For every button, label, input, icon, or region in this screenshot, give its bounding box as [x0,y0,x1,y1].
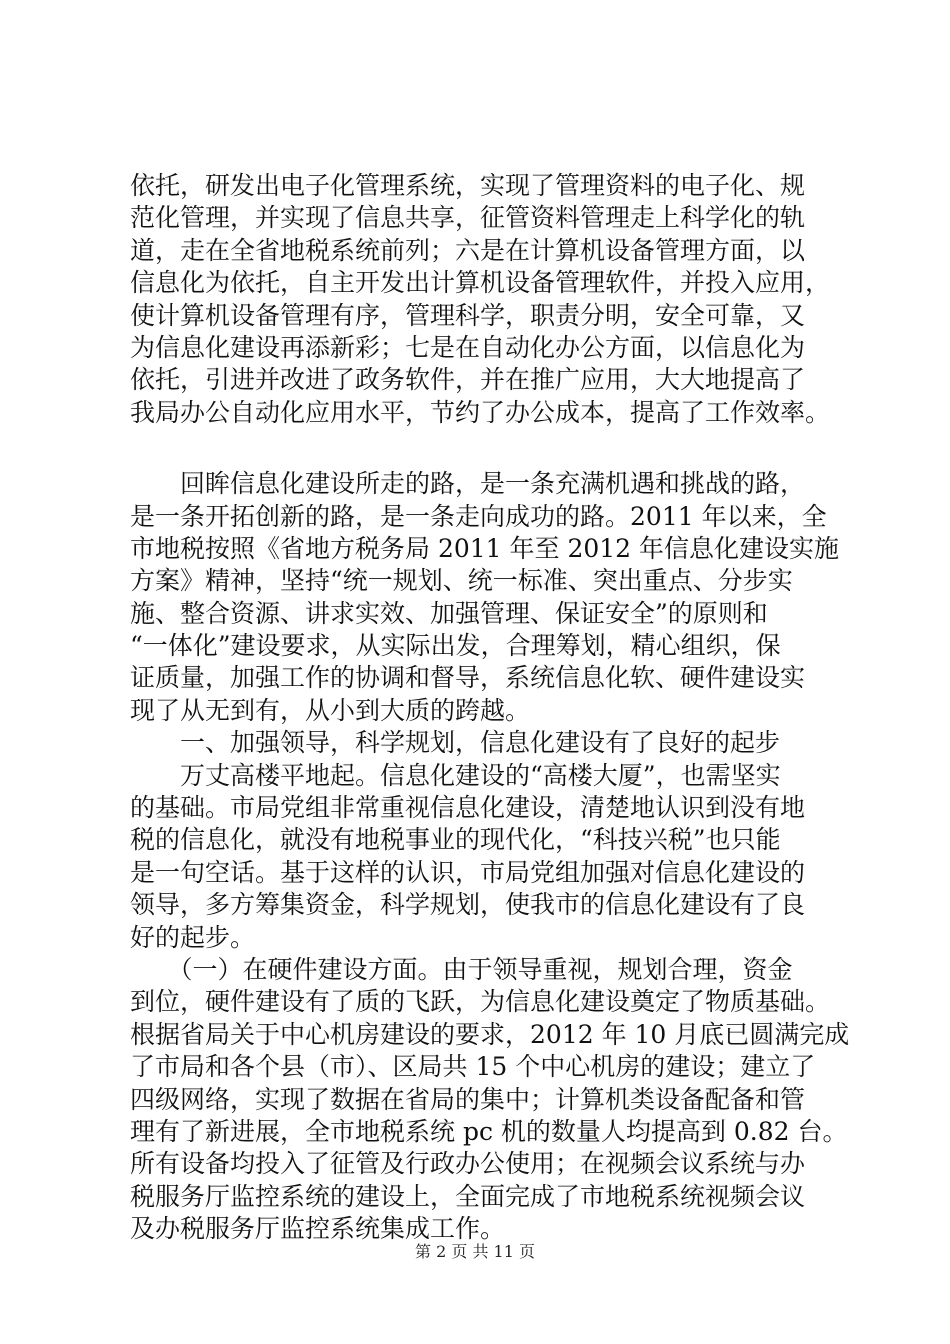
text-line: 回眸信息化建设所走的路，是一条充满机遇和挑战的路， [130,469,806,499]
section-heading [130,727,835,759]
text-line: 证质量，加强工作的协调和督导，系统信息化软、硬件建设实 [130,663,806,693]
document-body [130,170,850,1246]
text-line: 领导，多方筹集资金，科学规划，使我市的信息化建设有了良 [130,890,806,920]
text-line: 好的起步。 [130,922,256,952]
text-line: 是一句空话。基于这样的认识，市局党组加强对信息化建设的 [130,857,806,887]
text-line: 四级网络，实现了数据在省局的集中；计算机类设备配备和管 [130,1084,806,1114]
text-line: 的基础。市局党组非常重视信息化建设，清楚地认识到没有地 [130,793,806,823]
text-line: （一）在硬件建设方面。由于领导重视，规划合理，资金 [130,954,793,984]
text-line: 了市局和各个县（市）、区局共 15 个中心机房的建设；建立了 [130,1052,816,1082]
paragraph-2 [130,468,840,727]
text-line: 范化管理，并实现了信息共享，征管资料管理走上科学化的轨 [130,203,806,233]
text-line: 依托，引进并改进了政务软件，并在推广应用，大大地提高了 [130,365,806,395]
text-line: 方案》精神，坚持“统一规划、统一标准、突出重点、分步实 [130,566,793,596]
text-line: 税的信息化，就没有地税事业的现代化，“科技兴税”也只能 [130,825,781,855]
text-line: 我局办公自动化应用水平，节约了办公成本，提高了工作效率。 [130,397,831,427]
text-line: 施、整合资源、讲求实效、加强管理、保证安全”的原则和 [130,598,768,628]
paragraph-3 [130,760,835,954]
text-line: 使计算机设备管理有序，管理科学，职责分明，安全可靠，又 [130,300,806,330]
paragraph-1 [130,170,835,429]
paragraph-spacer [130,429,835,468]
text-line: 税服务厅监控系统的建设上，全面完成了市地税系统视频会议 [130,1181,806,1211]
paragraph-4 [130,954,850,1246]
text-line: “一体化”建设要求，从实际出发，合理筹划，精心组织，保 [130,631,781,661]
text-line: 市地税按照《省地方税务局 2011 年至 2012 年信息化建设实施 [130,533,840,563]
text-line: 及办税服务厅监控系统集成工作。 [130,1214,506,1244]
text-line: 理有了新进展，全市地税系统 pc 机的数量人均提高到 0.82 台。 [130,1116,848,1146]
text-line: 万丈高楼平地起。信息化建设的“高楼大厦”，也需坚实 [130,760,781,790]
heading-line: 一、加强领导，科学规划，信息化建设有了良好的起步 [130,728,781,758]
page-number-footer: 第 2 页 共 11 页 [415,1242,535,1261]
text-line: 是一条开拓创新的路，是一条走向成功的路。2011 年以来，全 [130,501,827,531]
text-line: 道，走在全省地税系统前列；六是在计算机设备管理方面，以 [130,235,806,265]
text-line: 所有设备均投入了征管及行政办公使用；在视频会议系统与办 [130,1149,806,1179]
text-line: 信息化为依托，自主开发出计算机设备管理软件，并投入应用， [130,268,831,298]
text-line: 到位，硬件建设有了质的飞跃，为信息化建设奠定了物质基础。 [130,987,831,1017]
text-line: 现了从无到有，从小到大质的跨越。 [130,695,531,725]
text-line: 根据省局关于中心机房建设的要求，2012 年 10 月底已圆满完成 [130,1019,850,1049]
text-line: 为信息化建设再添新彩；七是在自动化办公方面，以信息化为 [130,332,806,362]
text-line: 依托，研发出电子化管理系统，实现了管理资料的电子化、规 [130,171,806,200]
